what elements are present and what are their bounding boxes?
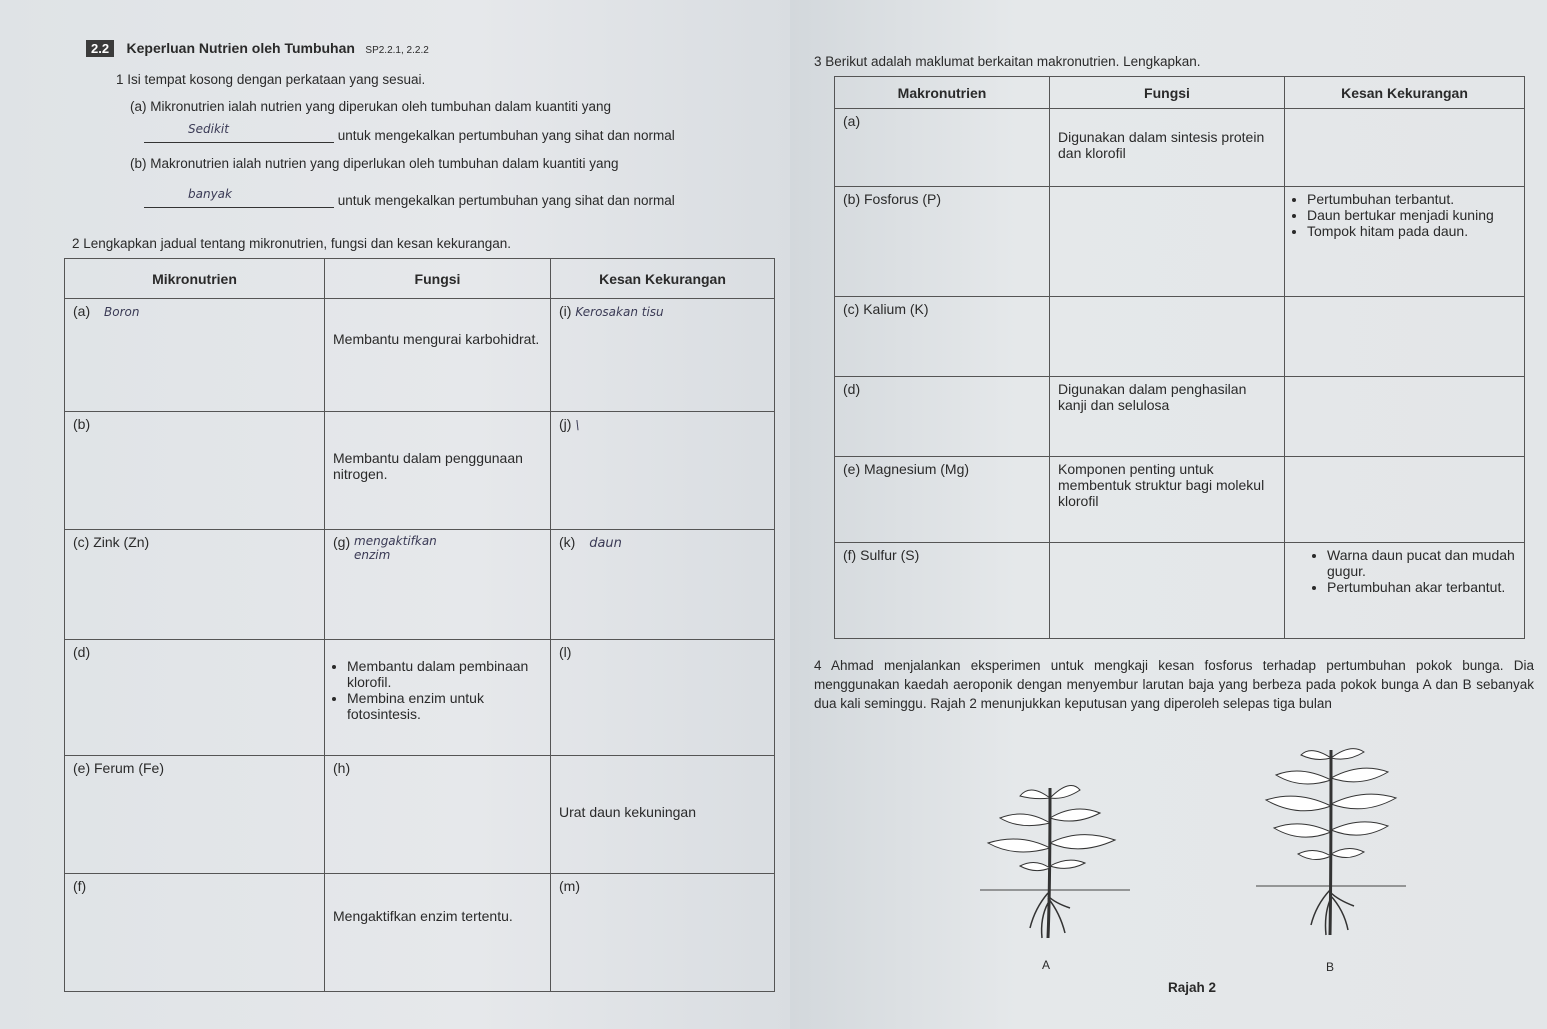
nutrient-cell: (b) Fosforus (P) [835,187,1050,297]
list-item: • Daun bertukar menjadi kuning [1307,207,1516,223]
q1b-text: (b) Makronutrien ialah nutrien yang diperlukan oleh tumbuhan dalam kuantiti yang [130,156,619,171]
effect-cell[interactable]: (m) [551,874,775,992]
q4-prompt: 4 Ahmad menjalankan eksperimen untuk mengkaji kesan fosforus terhadap pertumbuhan pokok bunga. Dia menggunakan kaedah aeroponik dengan menyembur larutan baja yang berbeza pada pokok bunga A dan B sebanyak dua kali seminggu. Rajah 2 menunjukkan keputusan yang diperoleh selepas tiga bulan [814,658,1534,711]
q1a-answer: Sedikit [188,122,229,136]
q1b-line [144,187,675,208]
list-item: • Warna daun pucat dan mudah gugur. [1327,547,1516,579]
table-row [835,377,1525,457]
function-cell: Digunakan dalam sintesis protein dan klorofil [1050,109,1285,187]
effect-cell[interactable] [1285,457,1525,543]
list-item: • Membantu dalam pembinaan klorofil. [347,658,542,690]
figure-caption: Rajah 2 [1168,980,1217,995]
plant-b-icon [1256,740,1406,940]
plant-a-icon [980,768,1130,948]
function-cell: Membantu dalam penggunaan nitrogen. [325,412,551,530]
function-cell: Membantu mengurai karbohidrat. [325,299,551,412]
table-row [65,412,775,530]
function-cell: Komponen penting untuk membentuk struktur bagi molekul klorofil [1050,457,1285,543]
header-fungsi: Fungsi [1050,77,1285,109]
function-cell[interactable]: (g) mengaktifkan enzim [325,530,551,640]
table-row [835,543,1525,639]
header-mikronutrien: Mikronutrien [65,259,325,299]
effect-cell[interactable] [1285,297,1525,377]
function-cell[interactable] [1050,297,1285,377]
effect-answer: daun [589,536,622,551]
header-makronutrien: Makronutrien [835,77,1050,109]
q1b-blank[interactable] [144,187,334,208]
table-row [65,756,775,874]
section-header [86,40,429,58]
plant-b-figure [1256,740,1406,974]
nutrient-cell: (e) Ferum (Fe) [65,756,325,874]
nutrient-cell[interactable]: (d) [835,377,1050,457]
nutrient-cell: (c) Kalium (K) [835,297,1050,377]
effect-cell[interactable]: (j) \ [551,412,775,530]
effect-list [1293,191,1516,239]
function-cell[interactable] [1050,543,1285,639]
nutrient-cell[interactable]: (a) [835,109,1050,187]
table-row [65,640,775,756]
function-cell: Digunakan dalam penghasilan kanji dan selulosa [1050,377,1285,457]
q2-prompt: 2 Lengkapkan jadual tentang mikronutrien, fungsi dan kesan kekurangan. [72,236,512,251]
header-fungsi: Fungsi [325,259,551,299]
nutrient-cell: (e) Magnesium (Mg) [835,457,1050,543]
list-item: • Membina enzim untuk fotosintesis. [347,690,542,722]
header-kesan: Kesan Kekurangan [551,259,775,299]
section-number: 2.2 [86,40,114,57]
table-header-row [835,77,1525,109]
nutrient-cell: (f) Sulfur (S) [835,543,1050,639]
list-item: • Tompok hitam pada daun. [1307,223,1516,239]
effect-cell[interactable]: (l) [551,640,775,756]
function-answer: mengaktifkan enzim [354,534,437,562]
nutrient-cell[interactable]: (f) [65,874,325,992]
plant-b-label: B [1326,960,1335,974]
function-cell: Mengaktifkan enzim tertentu. [325,874,551,992]
effect-cell [1285,187,1525,297]
table-row [835,297,1525,377]
effect-cell[interactable]: (i) Kerosakan tisu [551,299,775,412]
table-row [65,530,775,640]
macronutrient-table [834,76,1525,639]
q1a-blank[interactable] [144,122,334,143]
q1b-answer: banyak [188,187,232,201]
effect-cell[interactable] [1285,109,1525,187]
table-row [835,457,1525,543]
effect-answer: \ [575,418,580,432]
table-row [835,109,1525,187]
section-title: Keperluan Nutrien oleh Tumbuhan [126,40,355,56]
effect-cell: Urat daun kekuningan [551,756,775,874]
function-cell[interactable]: (h) [325,756,551,874]
function-cell [325,640,551,756]
nutrient-cell[interactable]: (b) [65,412,325,530]
q1a-text2: untuk mengekalkan pertumbuhan yang sihat dan normal [337,128,675,143]
effect-cell[interactable]: (k) daun [551,530,775,640]
header-kesan: Kesan Kekurangan [1285,77,1525,109]
plant-a-figure [980,768,1130,972]
q1a-line [144,122,675,143]
plant-a-label: A [1042,958,1051,972]
q1-prompt: 1 Isi tempat kosong dengan perkataan yang sesuai. [116,72,426,87]
function-list [333,658,542,722]
table-row [65,299,775,412]
effect-cell [1285,543,1525,639]
list-item: • Pertumbuhan akar terbantut. [1327,579,1516,595]
q1a-text: (a) Mikronutrien ialah nutrien yang diperukan oleh tumbuhan dalam kuantiti yang [130,99,612,114]
nutrient-cell[interactable]: (a) Boron [65,299,325,412]
table-row [65,874,775,992]
micronutrient-table [64,258,775,992]
right-page [790,0,1547,1029]
section-code: SP2.2.1, 2.2.2 [365,45,429,56]
nutrient-cell: (c) Zink (Zn) [65,530,325,640]
effect-cell[interactable] [1285,377,1525,457]
list-item: • Pertumbuhan terbantut. [1307,191,1516,207]
effect-answer: Kerosakan tisu [575,305,664,319]
q3-prompt: 3 Berikut adalah maklumat berkaitan makronutrien. Lengkapkan. [814,54,1201,69]
function-cell[interactable] [1050,187,1285,297]
q1b-text2: untuk mengekalkan pertumbuhan yang sihat dan normal [337,193,675,208]
table-row [835,187,1525,297]
effect-list [1313,547,1516,595]
table-header-row [65,259,775,299]
nutrient-answer: Boron [104,305,140,319]
nutrient-cell[interactable]: (d) [65,640,325,756]
